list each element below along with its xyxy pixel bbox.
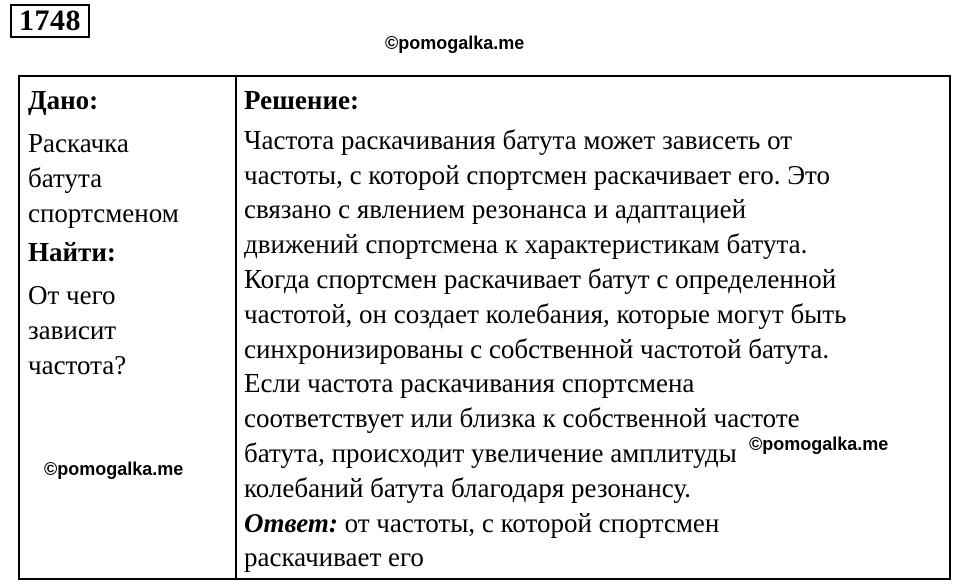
answer-label: Ответ:	[244, 507, 338, 538]
given-text	[28, 126, 235, 231]
answer-line	[244, 506, 949, 541]
find-text	[28, 278, 235, 383]
solution-line: синхронизированы с собственной частотой батута.	[244, 333, 830, 364]
solution-line: Когда спортсмен раскачивает батут с определенной	[244, 263, 837, 294]
solution-line: движений спортсмена к характеристикам батута.	[244, 229, 808, 260]
solution-heading: Решение:	[244, 85, 359, 115]
watermark-top: ©pomogalka.me	[385, 33, 525, 53]
solution-line: связано с явлением резонанса и адаптацией	[244, 194, 747, 225]
given-line: батута	[28, 163, 103, 193]
find-line: зависит	[28, 315, 117, 345]
solution-line: соответствует или близка к собственной частоте	[244, 403, 800, 434]
given-line: Раскачка	[28, 128, 129, 158]
solution-text	[244, 123, 949, 575]
given-heading: Дано:	[28, 85, 99, 115]
watermark-right: ©pomogalka.me	[749, 434, 889, 454]
answer-text: от частоты, с которой спортсмен	[337, 507, 720, 538]
solution-line: батута, происходит увеличение амплитуды	[244, 437, 737, 468]
find-line: От чего	[28, 280, 116, 310]
problem-number: 1748	[10, 4, 90, 38]
solution-line: Частота раскачивания батута может зависеть от	[244, 124, 793, 155]
given-column	[20, 77, 237, 578]
find-line: частота?	[28, 350, 127, 380]
solution-column	[237, 77, 949, 578]
answer-line: раскачивает его	[244, 542, 424, 573]
solution-line: колебаний батута благодаря резонансу.	[244, 472, 691, 503]
solution-line: частоты, с которой спортсмен раскачивает его. Это	[244, 159, 830, 190]
watermark-left: ©pomogalka.me	[44, 459, 184, 479]
solution-line: Если частота раскачивания спортсмена	[244, 368, 695, 399]
find-heading: Найти:	[28, 237, 116, 267]
solution-line: частотой, он создает колебания, которые могут быть	[244, 298, 847, 329]
given-line: спортсменом	[28, 198, 179, 228]
task-table	[18, 75, 951, 580]
